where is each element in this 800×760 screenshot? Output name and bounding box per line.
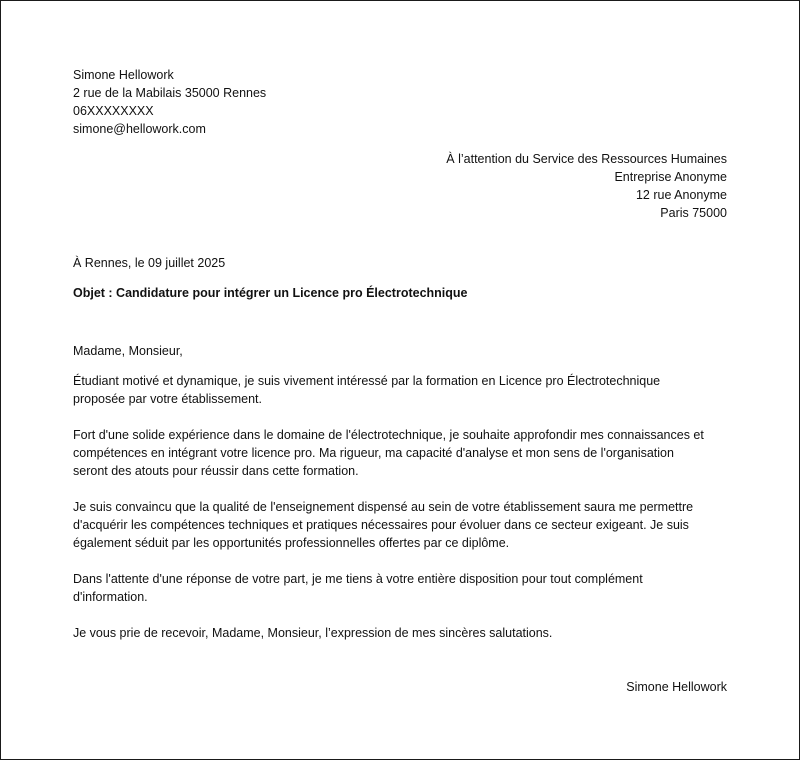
paragraph-line: seront des atouts pour réussir dans cette formation. [73, 464, 359, 478]
signature: Simone Hellowork [626, 680, 727, 694]
paragraph-line: Fort d'une solide expérience dans le domaine de l'électrotechnique, je souhaite approfondir mes connaissances et [73, 428, 704, 442]
recipient-block [307, 150, 727, 222]
subject-line: Objet : Candidature pour intégrer un Licence pro Électrotechnique [73, 286, 468, 300]
paragraph-line: proposée par votre établissement. [73, 392, 262, 406]
sender-phone: 06XXXXXXXX [73, 104, 154, 118]
recipient-city: Paris 75000 [660, 206, 727, 220]
paragraph-line: Étudiant motivé et dynamique, je suis vivement intéressé par la formation en Licence pro Électrotechnique [73, 374, 661, 388]
salutation: Madame, Monsieur, [73, 344, 183, 358]
paragraph-line: Je suis convaincu que la qualité de l'enseignement dispensé au sein de votre établissement saura me permettre [73, 500, 694, 514]
paragraph-line: d'acquérir les compétences techniques et pratiques nécessaires pour évoluer dans ce secteur exigeant. Je suis [73, 518, 689, 532]
sender-block [73, 66, 473, 138]
paragraph-line: Dans l'attente d'une réponse de votre part, je me tiens à votre entière disposition pour tout complément [73, 572, 643, 586]
recipient-street: 12 rue Anonyme [635, 188, 727, 202]
paragraph-3 [73, 498, 729, 552]
paragraph-line: également séduit par les opportunités professionnelles offertes par ce diplôme. [73, 536, 510, 550]
sender-name: Simone Hellowork [73, 68, 174, 82]
sender-email: simone@hellowork.com [73, 122, 206, 136]
recipient-attention: À l’attention du Service des Ressources Humaines [446, 152, 727, 166]
paragraph-1 [73, 372, 729, 408]
paragraph-4 [73, 570, 729, 606]
paragraph-2 [73, 426, 729, 480]
paragraph-line: compétences en intégrant votre licence pro. Ma rigueur, ma capacité d'analyse et mon sens de l'organisation [73, 446, 674, 460]
recipient-company: Entreprise Anonyme [614, 170, 727, 184]
sender-address: 2 rue de la Mabilais 35000 Rennes [73, 86, 267, 100]
date-line: À Rennes, le 09 juillet 2025 [73, 256, 226, 270]
paragraph-line: d'information. [73, 590, 148, 604]
closing-line: Je vous prie de recevoir, Madame, Monsieur, l’expression de mes sincères salutations. [73, 626, 553, 640]
